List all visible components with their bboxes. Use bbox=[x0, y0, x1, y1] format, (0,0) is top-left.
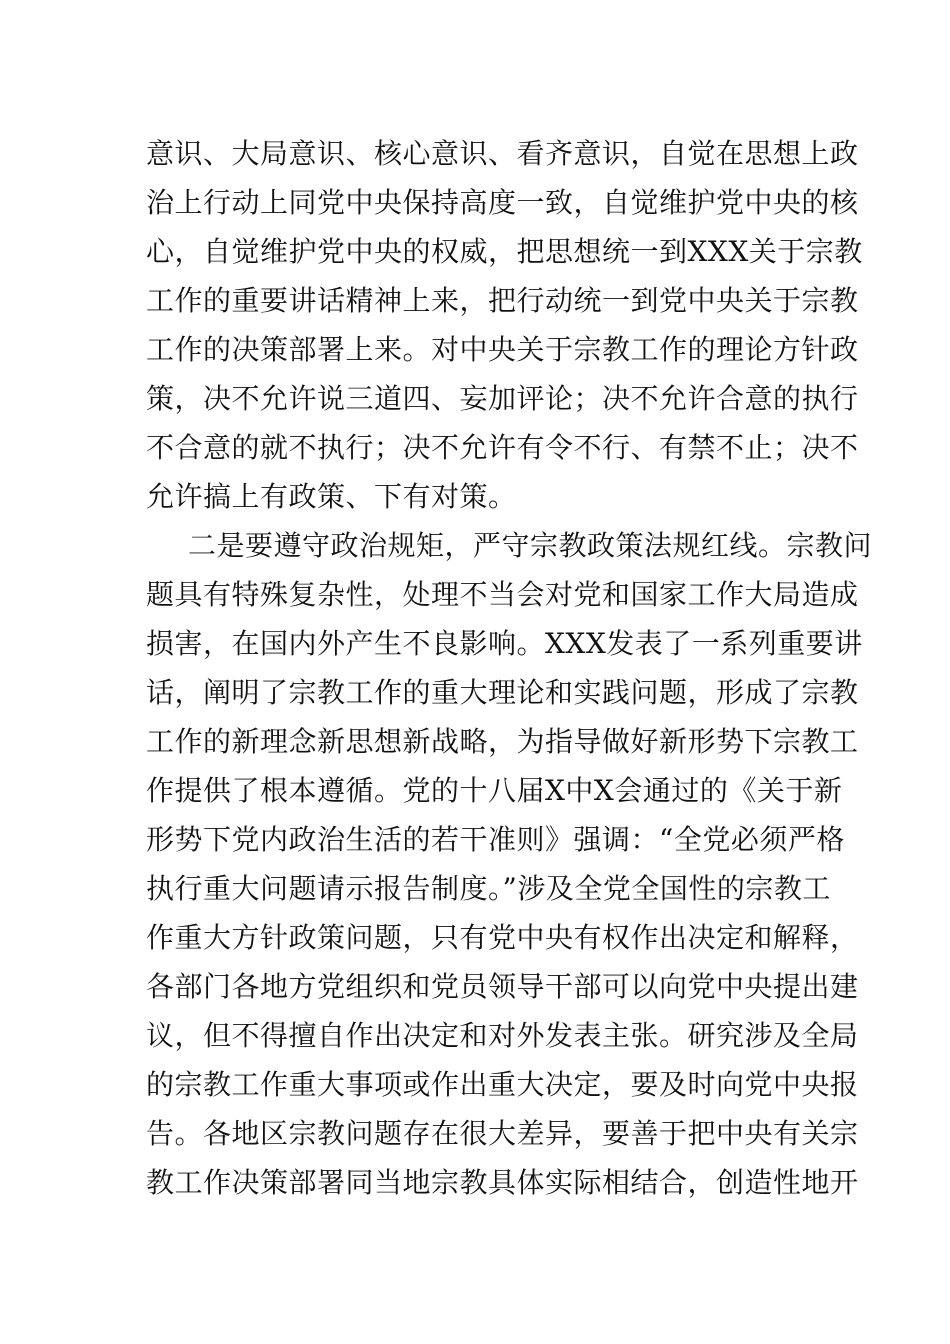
text-line-22: 教工作决策部署同当地宗教具体实际相结合，创造性地开 bbox=[146, 1166, 859, 1199]
text-line-7: 不合意的就不执行；决不允许有令不行、有禁不止；决不 bbox=[146, 431, 859, 464]
text-line-14: 作提供了根本遵循。党的十八届X中X会通过的《关于新 bbox=[146, 774, 843, 807]
paragraph-2-first-line: 二是要遵守政治规矩，严守宗教政策法规红线。宗教问 bbox=[188, 529, 873, 562]
text-line-19: 议，但不得擅自作出决定和对外发表主张。研究涉及全局 bbox=[146, 1019, 859, 1052]
text-line-2: 治上行动上同党中央保持高度一致，自觉维护党中央的核 bbox=[146, 186, 859, 219]
text-line-12: 话，阐明了宗教工作的重大理论和实践问题，形成了宗教 bbox=[146, 676, 859, 709]
text-line-6: 策，决不允许说三道四、妄加评论；决不允许合意的执行 bbox=[146, 382, 859, 415]
text-line-1: 意识、大局意识、核心意识、看齐意识，自觉在思想上政 bbox=[146, 137, 859, 170]
text-line-15: 形势下党内政治生活的若干准则》强调：“全党必须严格 bbox=[146, 823, 845, 856]
text-line-3: 心，自觉维护党中央的权威，把思想统一到XXX关于宗教 bbox=[146, 235, 863, 268]
text-line-5: 工作的决策部署上来。对中央关于宗教工作的理论方针政 bbox=[146, 333, 859, 366]
text-line-8: 允许搞上有政策、下有对策。 bbox=[146, 480, 517, 513]
text-line-16: 执行重大问题请示报告制度。”涉及全党全国性的宗教工 bbox=[146, 872, 831, 905]
text-line-20: 的宗教工作重大事项或作出重大决定，要及时向党中央报 bbox=[146, 1068, 859, 1101]
text-line-21: 告。各地区宗教问题存在很大差异，要善于把中央有关宗 bbox=[146, 1117, 859, 1150]
text-line-18: 各部门各地方党组织和党员领导干部可以向党中央提出建 bbox=[146, 970, 859, 1003]
text-line-10: 题具有特殊复杂性，处理不当会对党和国家工作大局造成 bbox=[146, 578, 859, 611]
text-line-11: 损害，在国内外产生不良影响。XXX发表了一系列重要讲 bbox=[146, 627, 863, 660]
text-line-4: 工作的重要讲话精神上来，把行动统一到党中央关于宗教 bbox=[146, 284, 859, 317]
text-line-13: 工作的新理念新思想新战略，为指导做好新形势下宗教工 bbox=[146, 725, 859, 758]
text-line-17: 作重大方针政策问题，只有党中央有权作出决定和解释， bbox=[146, 921, 859, 954]
